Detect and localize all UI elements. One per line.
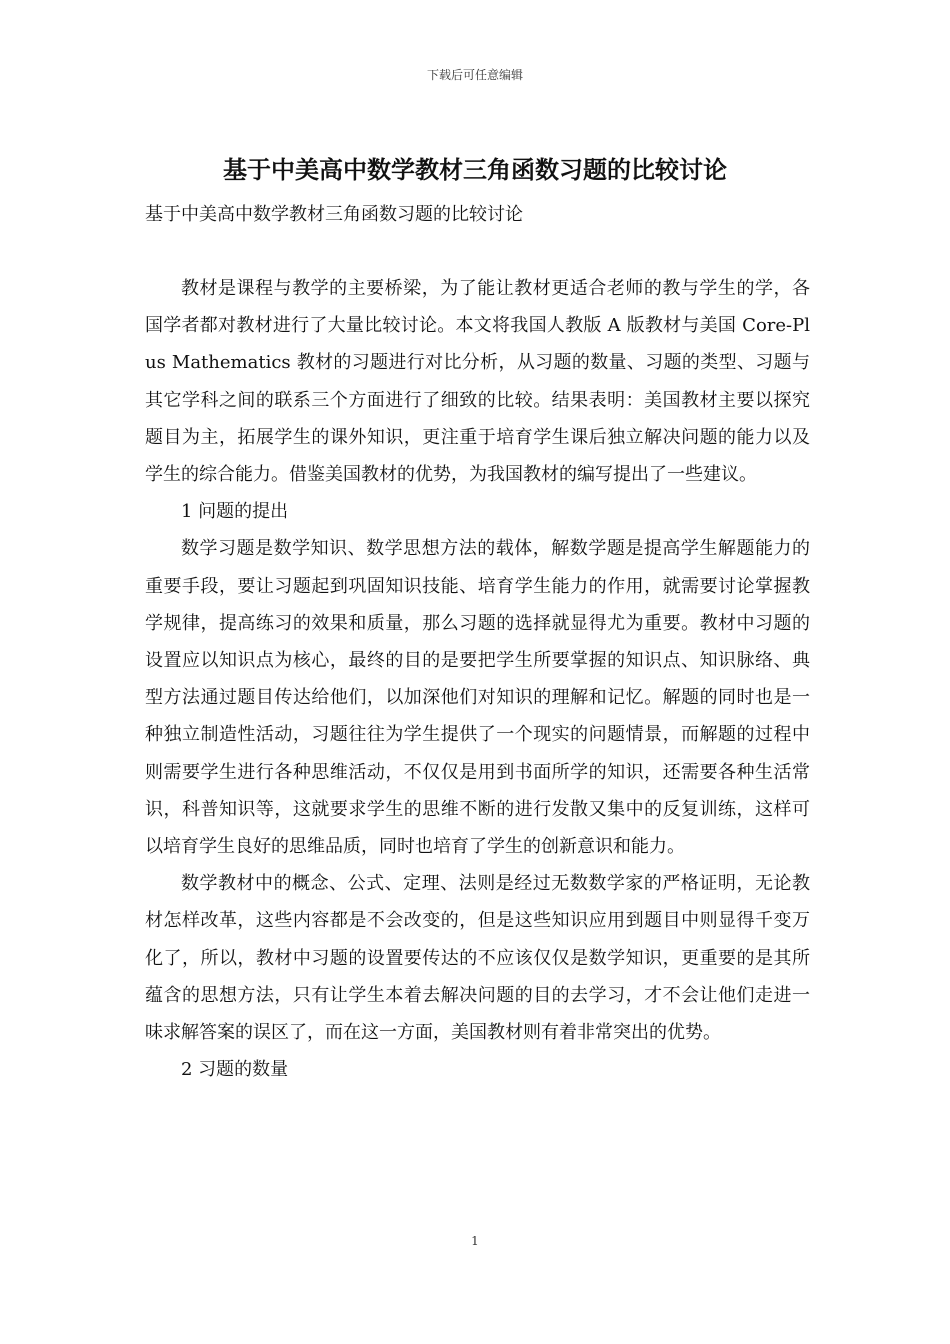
section-heading-1: 1 问题的提出: [181, 501, 289, 523]
section-heading-2: 2 习题的数量: [181, 1059, 289, 1081]
body-paragraph: 数学教材中的概念、公式、定理、法则是经过无数数学家的严格证明，无论教材怎样改革，这些内容都是不会改变的，但是这些知识应用到题目中则显得千变万化了，所以，教材中习题的设置要传达的不应该仅仅是数学知识，更重要的是其所蕴含的思想方法，只有让学生本着去解决问题的目的去学习，才不会让他们走进一味求解答案的误区了，而在这一方面，美国教材则有着非常突出的优势。: [145, 873, 810, 1044]
body-paragraph: 数学习题是数学知识、数学思想方法的载体，解数学题是提高学生解题能力的重要手段，要让习题起到巩固知识技能、培育学生能力的作用，就需要讨论掌握教学规律，提高练习的效果和质量，那么习题的选择就显得尤为重要。教材中习题的设置应以知识点为核心，最终的目的是要把学生所要掌握的知识点、知识脉络、典型方法通过题目传达给他们，以加深他们对知识的理解和记忆。解题的同时也是一种独立制造性活动，习题往往为学生提供了一个现实的问题情景，而解题的过程中则需要学生进行各种思维活动，不仅仅是用到书面所学的知识，还需要各种生活常识，科普知识等，这就要求学生的思维不断的进行发散又集中的反复训练，这样可以培育学生良好的思维品质，同时也培育了学生的创新意识和能力。: [145, 538, 810, 858]
document-title: 基于中美高中数学教材三角函数习题的比较讨论: [223, 156, 727, 184]
document-subtitle: 基于中美高中数学教材三角函数习题的比较讨论: [145, 204, 523, 225]
abstract-paragraph: 教材是课程与教学的主要桥梁，为了能让教材更适合老师的教与学生的学，各国学者都对教材进行了大量比较讨论。本文将我国人教版 A 版教材与美国 Core-Plus Mathematics 教材的习题进行对比分析，从习题的数量、习题的类型、习题与其它学科之间的联系三个方面进行了细致的比较。结果表明：美国教材主要以探究题目为主，拓展学生的课外知识，更注重于培育学生课后独立解决问题的能力以及学生的综合能力。借鉴美国教材的优势，为我国教材的编写提出了一些建议。: [145, 278, 810, 486]
page-number: 1: [471, 1234, 479, 1248]
document-body: [145, 270, 810, 1088]
page-header: 下载后可任意编辑: [426, 68, 523, 82]
